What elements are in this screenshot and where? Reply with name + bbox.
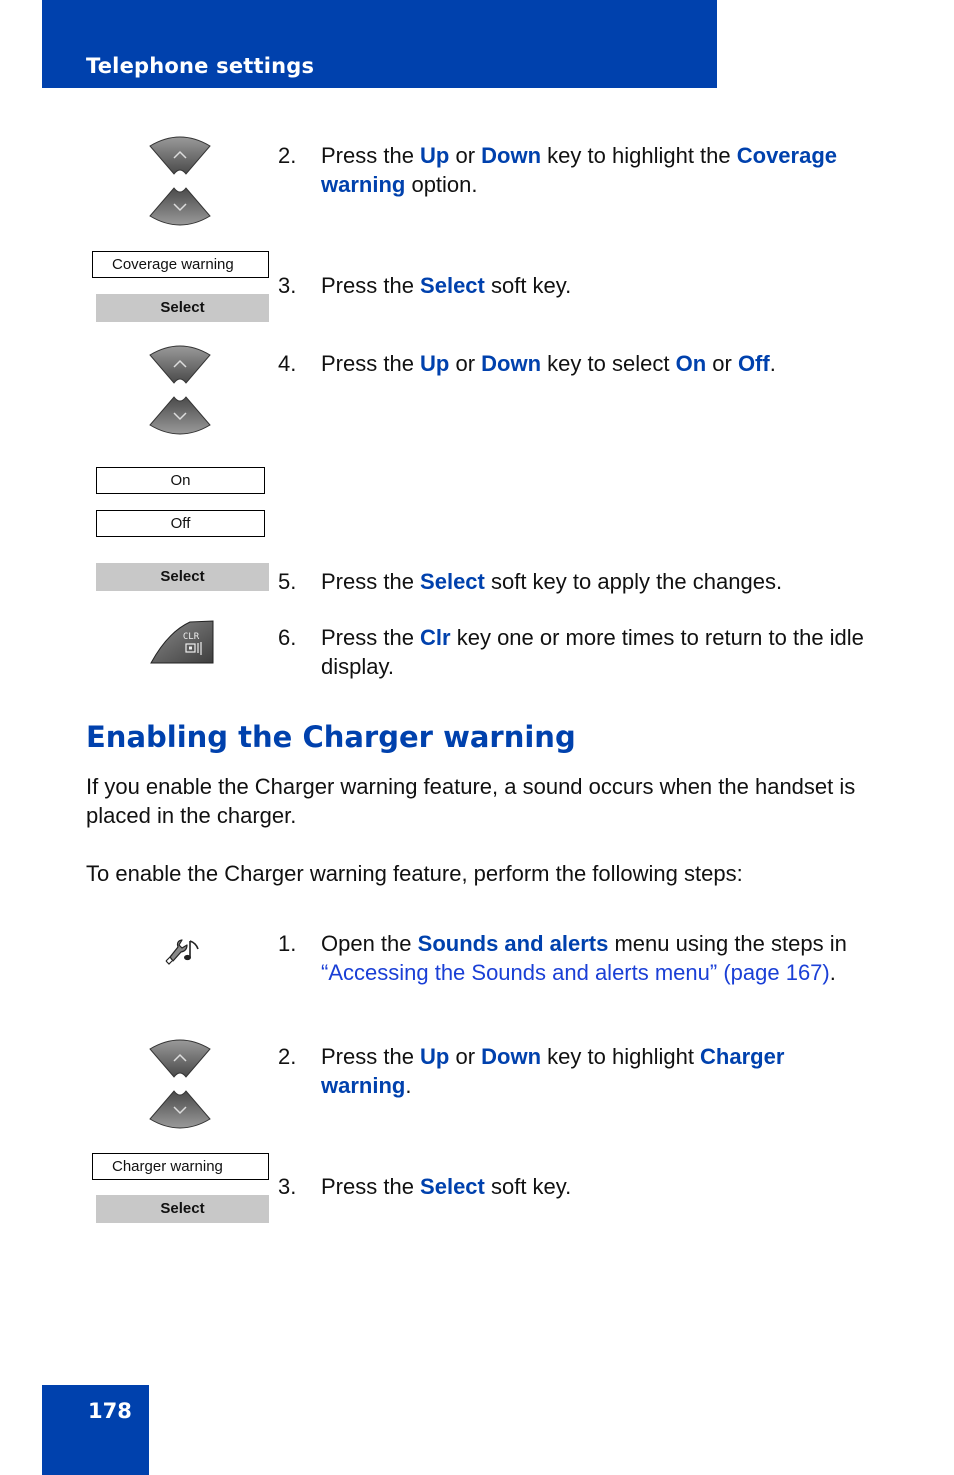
step-number: 2.	[278, 143, 297, 168]
key-term: Sounds and alerts	[417, 931, 609, 956]
key-term: Select	[420, 569, 485, 594]
step-2-highlight-charger	[278, 1042, 858, 1100]
step-text-fragment: Press the	[321, 625, 421, 650]
step-text	[321, 141, 878, 199]
sounds-and-alerts-icon	[162, 935, 204, 967]
key-term: Select	[420, 273, 485, 298]
step-text-fragment: Press the	[321, 1174, 421, 1199]
step-2-highlight-coverage	[278, 141, 878, 199]
step-1-open-sounds-alerts	[278, 929, 878, 987]
key-term: On	[675, 351, 707, 376]
step-3-press-select	[278, 1172, 878, 1201]
svg-text:CLR: CLR	[182, 632, 200, 642]
step-text-fragment: Press the	[321, 1044, 421, 1069]
step-text	[321, 567, 878, 596]
key-term: Up	[420, 351, 450, 376]
step-text	[321, 349, 878, 378]
display-coverage-warning: Coverage warning	[92, 251, 269, 278]
step-text-fragment: key to select	[541, 351, 676, 376]
step-text-fragment: or	[449, 143, 482, 168]
header-bar	[42, 0, 717, 88]
step-text	[321, 623, 878, 681]
cross-reference-link[interactable]: “Accessing the Sounds and alerts menu” (page 167)	[321, 960, 830, 985]
step-6-press-clr	[278, 623, 878, 681]
clr-key-icon	[150, 620, 214, 664]
step-text-fragment: Press the	[321, 273, 421, 298]
step-text-fragment: option.	[405, 172, 478, 197]
step-text-fragment: key to highlight	[541, 1044, 701, 1069]
step-text	[321, 929, 878, 987]
step-text-fragment: Press the	[321, 351, 421, 376]
step-text-fragment: .	[405, 1073, 412, 1098]
step-text-fragment: Open the	[321, 931, 418, 956]
step-text-fragment: Press the	[321, 569, 421, 594]
step-number: 1.	[278, 931, 297, 956]
step-number: 2.	[278, 1044, 297, 1069]
step-number: 3.	[278, 1174, 297, 1199]
footer-bar	[42, 1385, 149, 1475]
select-softkey[interactable]: Select	[96, 1195, 269, 1223]
step-number: 3.	[278, 273, 297, 298]
select-softkey[interactable]: Select	[96, 563, 269, 591]
step-number: 6.	[278, 625, 297, 650]
step-3-press-select	[278, 271, 878, 300]
header-title: Telephone settings	[86, 54, 315, 78]
display-charger-warning: Charger warning	[92, 1153, 269, 1180]
step-text-fragment: soft key.	[484, 273, 572, 298]
page-number: 178	[88, 1399, 132, 1423]
step-text-fragment: Press the	[321, 143, 421, 168]
instruction-paragraph: To enable the Charger warning feature, perform the following steps:	[86, 861, 743, 886]
key-term: Clr	[420, 625, 451, 650]
key-term: Down	[481, 143, 542, 168]
intro-paragraph: If you enable the Charger warning feature, a sound occurs when the handset is placed in the charger.	[86, 774, 856, 828]
key-term: Down	[481, 351, 542, 376]
key-term: Up	[420, 143, 450, 168]
key-term: Charger warning	[321, 1044, 785, 1098]
select-softkey[interactable]: Select	[96, 294, 269, 322]
step-text-fragment: key to highlight the	[541, 143, 737, 168]
key-term: Off	[737, 351, 770, 376]
step-text-fragment: or	[706, 351, 738, 376]
step-text-fragment: .	[829, 960, 836, 985]
up-down-navigation-key-icon	[148, 1035, 212, 1133]
step-text-fragment: .	[769, 351, 776, 376]
step-number: 5.	[278, 569, 297, 594]
step-text	[321, 1042, 858, 1100]
step-text	[321, 1172, 878, 1201]
step-5-apply-changes	[278, 567, 878, 596]
step-text-fragment: key one or more times to return to the idle display.	[321, 625, 864, 679]
step-text-fragment: soft key.	[484, 1174, 572, 1199]
key-term: Select	[420, 1174, 485, 1199]
step-text-fragment: or	[449, 1044, 482, 1069]
key-term: Up	[420, 1044, 450, 1069]
display-option-on[interactable]: On	[96, 467, 265, 494]
key-term: Down	[481, 1044, 542, 1069]
step-text-fragment: or	[449, 351, 482, 376]
step-text-fragment: soft key to apply the changes.	[484, 569, 783, 594]
step-4-select-on-off	[278, 349, 878, 378]
up-down-navigation-key-icon	[148, 341, 212, 439]
up-down-navigation-key-icon	[148, 132, 212, 230]
section-heading: Enabling the Charger warning	[86, 720, 576, 754]
step-text-fragment: menu using the steps in	[608, 931, 847, 956]
step-number: 4.	[278, 351, 297, 376]
display-option-off[interactable]: Off	[96, 510, 265, 537]
key-term: Coverage warning	[321, 143, 838, 197]
step-text	[321, 271, 878, 300]
